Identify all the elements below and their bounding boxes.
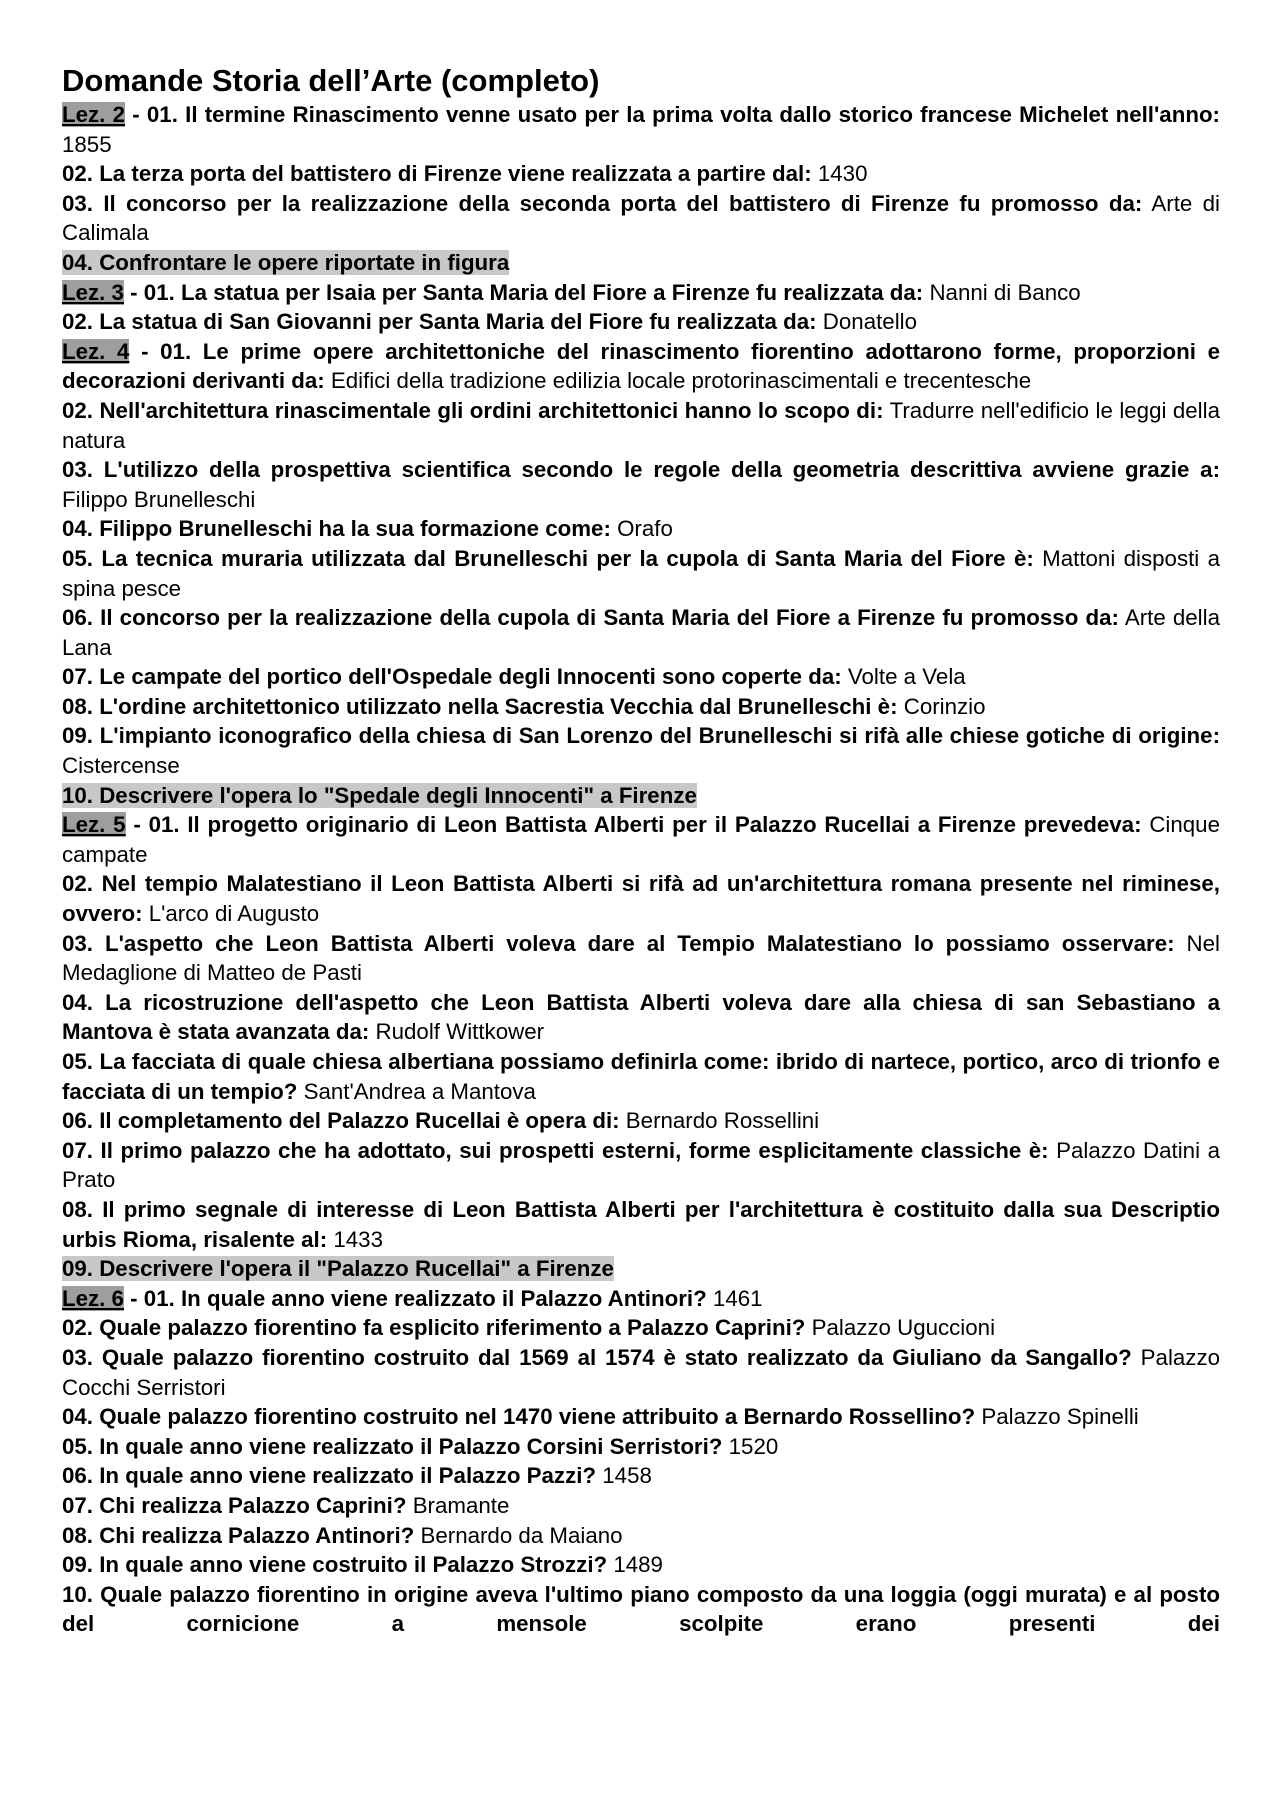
question-text: 03. Quale palazzo fiorentino costruito dal 1569 al 1574 è stato realizzato da Giuliano da Sangallo? xyxy=(62,1344,1132,1370)
question-text: 01. In quale anno viene realizzato il Palazzo Antinori? xyxy=(143,1285,707,1311)
lesson-label: Lez. 2 xyxy=(62,102,125,127)
question-paragraph xyxy=(62,248,1220,278)
question-paragraph xyxy=(62,159,1220,189)
question-text: 07. Le campate del portico dell'Ospedale degli Innocenti sono coperte da: xyxy=(62,664,842,690)
answer-text: Donatello xyxy=(822,309,918,335)
question-text: 09. L'impianto iconografico della chiesa di San Lorenzo del Brunelleschi si rifà alle chiese gotiche di origine: xyxy=(62,723,1220,749)
question-text: 01. La statua per Isaia per Santa Maria del Fiore a Firenze fu realizzata da: xyxy=(143,279,924,305)
question-text: 02. Nel tempio Malatestiano il Leon Battista Alberti si rifà ad un'architettura romana presente nel riminese, ovvero: xyxy=(62,871,1220,927)
question-text: 05. La tecnica muraria utilizzata dal Brunelleschi per la cupola di Santa Maria del Fiore è: xyxy=(62,545,1034,571)
answer-text: Sant'Andrea a Mantova xyxy=(303,1078,536,1104)
question-paragraph xyxy=(62,514,1220,544)
answer-text: Mattoni disposti a spina pesce xyxy=(62,545,1221,601)
answer-text: Cistercense xyxy=(62,753,180,779)
answer-text: Bernardo Rossellini xyxy=(625,1108,820,1134)
answer-text: Cinque campate xyxy=(62,812,1220,867)
question-paragraph xyxy=(62,1047,1220,1106)
question-text: 04. Filippo Brunelleschi ha la sua formazione come: xyxy=(62,516,611,542)
question-text: 07. Il primo palazzo che ha adottato, sui prospetti esterni, forme esplicitamente classiche è: xyxy=(62,1137,1049,1163)
question-paragraph xyxy=(62,396,1220,455)
answer-text: Palazzo Datini a Prato xyxy=(62,1137,1220,1193)
question-paragraph xyxy=(62,1106,1220,1136)
question-paragraph xyxy=(62,1402,1220,1432)
question-paragraph xyxy=(62,100,1220,159)
answer-text: 1489 xyxy=(613,1552,663,1578)
lesson-separator: - xyxy=(125,102,147,127)
answer-text: Corinzio xyxy=(903,693,986,719)
answer-text: Nanni di Banco xyxy=(929,279,1081,305)
question-paragraph xyxy=(62,337,1220,396)
question-paragraph xyxy=(62,781,1220,811)
question-paragraph xyxy=(62,278,1220,308)
question-text: 01. Il progetto originario di Leon Battista Alberti per il Palazzo Rucellai a Firenze prevedeva: xyxy=(148,812,1142,838)
question-text: 03. Il concorso per la realizzazione della seconda porta del battistero di Firenze fu promosso da: xyxy=(62,190,1143,216)
question-paragraph xyxy=(62,869,1220,928)
answer-text: Nel Medaglione di Matteo de Pasti xyxy=(62,930,1220,986)
answer-text: Palazzo Uguccioni xyxy=(811,1315,996,1341)
answer-text: Orafo xyxy=(617,516,673,542)
question-text: 05. In quale anno viene realizzato il Palazzo Corsini Serristori? xyxy=(62,1433,723,1459)
question-text: 02. Nell'architettura rinascimentale gli ordini architettonici hanno lo scopo di: xyxy=(62,397,884,423)
question-text: 03. L'utilizzo della prospettiva scientifica secondo le regole della geometria descrittiva avviene grazie a: xyxy=(62,457,1220,483)
task-prompt: 04. Confrontare le opere riportate in figura xyxy=(62,249,510,275)
lesson-separator: - xyxy=(129,338,161,364)
question-text: 06. Il concorso per la realizzazione della cupola di Santa Maria del Fiore a Firenze fu promosso da: xyxy=(62,605,1119,631)
document-title: Domande Storia dell’Arte (completo) xyxy=(62,63,600,98)
answer-text: Tradurre nell'edificio le leggi della natura xyxy=(62,397,1220,453)
answer-text: Bramante xyxy=(412,1492,510,1518)
answer-text: Rudolf Wittkower xyxy=(375,1019,545,1045)
answer-text: 1520 xyxy=(728,1433,779,1459)
question-paragraph xyxy=(62,692,1220,722)
question-text: 05. La facciata di quale chiesa albertiana possiamo definirla come: ibrido di nartece, portico, arco di trionfo e facciata di un tempio? xyxy=(62,1049,1220,1104)
question-paragraph xyxy=(62,1580,1220,1639)
question-paragraph xyxy=(62,1461,1220,1491)
answer-text: Edifici della tradizione edilizia locale protorinascimentali e trecentesche xyxy=(330,368,1032,394)
lesson-label: Lez. 3 xyxy=(62,279,124,305)
question-text: 02. La statua di San Giovanni per Santa Maria del Fiore fu realizzata da: xyxy=(62,309,817,335)
question-paragraph xyxy=(62,1136,1220,1195)
question-text: 09. In quale anno viene costruito il Palazzo Strozzi? xyxy=(62,1552,608,1578)
answer-text: 1430 xyxy=(817,161,868,187)
answer-text: Filippo Brunelleschi xyxy=(62,486,256,512)
question-text: 07. Chi realizza Palazzo Caprini? xyxy=(62,1492,407,1518)
question-paragraph xyxy=(62,1343,1220,1402)
question-paragraph xyxy=(62,1254,1220,1284)
question-paragraph xyxy=(62,307,1220,337)
answer-text: Volte a Vela xyxy=(847,664,966,690)
answer-text: Palazzo Spinelli xyxy=(981,1404,1139,1430)
task-prompt: 09. Descrivere l'opera il "Palazzo Rucellai" a Firenze xyxy=(62,1256,614,1282)
answer-text: 1855 xyxy=(62,131,112,157)
question-text: 08. Chi realizza Palazzo Antinori? xyxy=(62,1522,415,1548)
question-text: 04. La ricostruzione dell'aspetto che Leon Battista Alberti voleva dare alla chiesa di san Sebastiano a Mantova è stata avanzata da: xyxy=(62,989,1220,1045)
answer-text: Bernardo da Maiano xyxy=(420,1522,623,1548)
question-paragraph xyxy=(62,1313,1220,1343)
task-prompt: 10. Descrivere l'opera lo "Spedale degli Innocenti" a Firenze xyxy=(62,782,697,808)
lesson-label: Lez. 5 xyxy=(62,812,126,838)
document-body xyxy=(62,100,1220,1639)
question-text: 10. Quale palazzo fiorentino in origine aveva l'ultimo piano composto da una loggia (oggi murata) e al posto del cornicione a mensole scolpite erano presenti dei xyxy=(62,1581,1220,1637)
answer-text: Arte di Calimala xyxy=(62,190,1220,246)
question-text: 02. Quale palazzo fiorentino fa esplicito riferimento a Palazzo Caprini? xyxy=(62,1315,806,1341)
question-paragraph xyxy=(62,1491,1220,1521)
question-text: 02. La terza porta del battistero di Firenze viene realizzata a partire dal: xyxy=(62,161,812,187)
question-text: 08. Il primo segnale di interesse di Leon Battista Alberti per l'architettura è costituito dalla sua Descriptio urbis Rioma, risalente al: xyxy=(62,1196,1220,1252)
question-text: 08. L'ordine architettonico utilizzato nella Sacrestia Vecchia dal Brunelleschi è: xyxy=(62,693,898,719)
question-paragraph xyxy=(62,1284,1220,1314)
lesson-separator: - xyxy=(125,812,149,838)
lesson-label: Lez. 6 xyxy=(62,1285,124,1311)
question-text: 01. Il termine Rinascimento venne usato per la prima volta dallo storico francese Michelet nell'anno: xyxy=(146,102,1220,127)
question-text: 06. Il completamento del Palazzo Rucellai è opera di: xyxy=(62,1108,620,1134)
question-text: 03. L'aspetto che Leon Battista Alberti voleva dare al Tempio Malatestiano lo possiamo osservare: xyxy=(62,930,1175,956)
question-paragraph xyxy=(62,721,1220,780)
question-paragraph xyxy=(62,1521,1220,1551)
answer-text: 1433 xyxy=(333,1226,383,1252)
question-paragraph xyxy=(62,1195,1220,1254)
lesson-separator: - xyxy=(123,279,144,305)
question-paragraph xyxy=(62,544,1220,603)
question-paragraph xyxy=(62,810,1220,869)
answer-text: Palazzo Cocchi Serristori xyxy=(62,1344,1220,1400)
question-paragraph xyxy=(62,603,1220,662)
question-paragraph xyxy=(62,988,1220,1047)
question-text: 04. Quale palazzo fiorentino costruito nel 1470 viene attribuito a Bernardo Rossellino? xyxy=(62,1404,976,1430)
lesson-separator: - xyxy=(123,1285,144,1311)
question-text: 01. Le prime opere architettoniche del rinascimento fiorentino adottarono forme, proporzioni e decorazioni derivanti da: xyxy=(62,338,1220,394)
question-paragraph xyxy=(62,189,1220,248)
lesson-label: Lez. 4 xyxy=(62,338,130,364)
answer-text: Arte della Lana xyxy=(62,605,1220,660)
question-paragraph xyxy=(62,1550,1220,1580)
question-paragraph xyxy=(62,929,1220,988)
answer-text: 1458 xyxy=(602,1463,652,1489)
question-paragraph xyxy=(62,455,1220,514)
answer-text: L'arco di Augusto xyxy=(148,901,320,927)
question-paragraph xyxy=(62,662,1220,692)
document-page xyxy=(62,62,1220,1639)
answer-text: 1461 xyxy=(712,1285,763,1311)
question-paragraph xyxy=(62,1432,1220,1462)
question-text: 06. In quale anno viene realizzato il Palazzo Pazzi? xyxy=(62,1463,597,1489)
